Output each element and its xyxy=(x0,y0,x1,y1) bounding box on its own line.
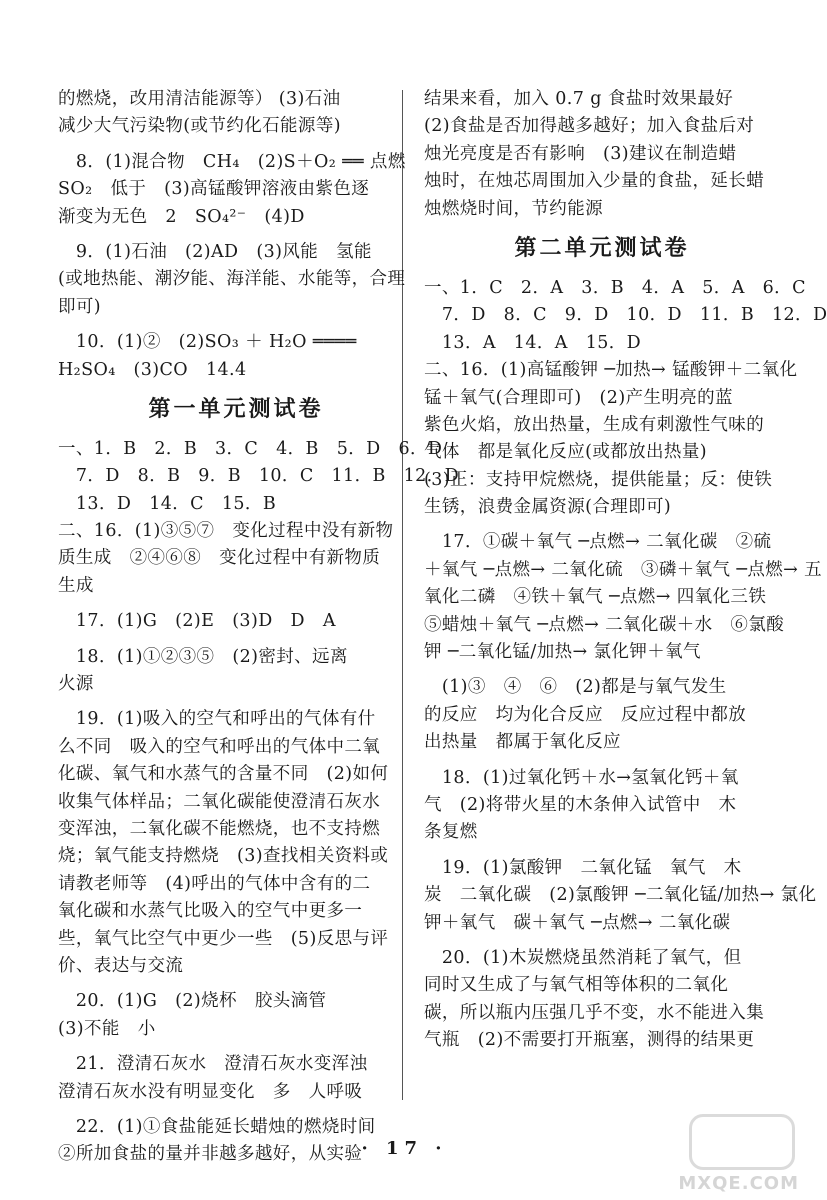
text-line: 13．A 14．A 15．D xyxy=(424,332,642,353)
text-line: 化碳、氧气和水蒸气的含量不同 (2)如何 xyxy=(58,764,389,785)
text-line: 气体 都是氧化反应(或都放出热量) xyxy=(424,442,707,463)
text-line: 17．①碳＋氧气 ─点燃→ 二氧化碳 ②硫 xyxy=(424,532,772,553)
text-line: 19．(1)氯酸钾 二氧化锰 氧气 木 xyxy=(424,857,742,878)
text-line: 一、1．B 2．B 3．C 4．B 5．D 6．D xyxy=(58,438,443,459)
text-line: 火源 xyxy=(58,674,94,695)
text-line: 的反应 均为化合反应 反应过程中都放 xyxy=(424,704,747,725)
text-line: SO₂ 低于 (3)高锰酸钾溶液由紫色逐 xyxy=(58,179,370,200)
text-line: (或地热能、潮汐能、海洋能、水能等，合理 xyxy=(58,269,406,290)
text-line: 气 (2)将带火星的木条伸入试管中 木 xyxy=(424,794,737,815)
watermark-text: MXQE.COM xyxy=(678,1173,799,1194)
text-line: 出热量 都属于氧化反应 xyxy=(424,732,621,753)
text-line: 9．(1)石油 (2)AD (3)风能 氢能 xyxy=(58,241,372,262)
section-heading-unit2: 第二单元测试卷 xyxy=(514,235,690,261)
watermark-logo xyxy=(678,1114,799,1194)
text-line: 7．D 8．C 9．D 10．D 11．B 12．D xyxy=(424,305,827,326)
text-line: (1)③ ④ ⑥ (2)都是与氧气发生 xyxy=(424,677,727,698)
text-line: 些，氧气比空气中更少一些 (5)反思与评 xyxy=(58,928,389,949)
text-line: 的燃烧，改用清洁能源等） (3)石油 xyxy=(58,89,341,109)
text-line: 钾 ─二氧化锰/加热→ 氯化钾＋氧气 xyxy=(424,642,701,663)
text-line: 一、1．C 2．A 3．B 4．A 5．A 6．C xyxy=(424,277,806,298)
text-line: 请教老师等 (4)呼出的气体中含有的二 xyxy=(58,873,371,894)
text-line: 二、16．(1)③⑤⑦ 变化过程中没有新物 xyxy=(58,521,394,542)
text-line: 烛时，在烛芯周围加入少量的食盐，延长蜡 xyxy=(424,171,765,192)
text-line: 20．(1)木炭燃烧虽然消耗了氧气，但 xyxy=(424,947,742,968)
text-line: 7．D 8．B 9．B 10．C 11．B 12．D xyxy=(58,466,460,487)
text-line: 18．(1)①②③⑤ (2)密封、远离 xyxy=(58,646,348,667)
text-line: 紫色火焰，放出热量，生成有刺激性气味的 xyxy=(424,414,765,435)
text-line: 条复燃 xyxy=(424,822,478,843)
text-line: (3)不能 小 xyxy=(58,1018,156,1039)
text-line: 二、16．(1)高锰酸钾 ─加热→ 锰酸钾＋二氧化 xyxy=(424,360,798,381)
text-line: (2)食盐是否加得越多越好；加入食盐后对 xyxy=(424,116,755,137)
text-line: 气瓶 (2)不需要打开瓶塞，测得的结果更 xyxy=(424,1030,755,1051)
text-line: 即可) xyxy=(58,296,102,317)
watermark-mark-icon xyxy=(689,1114,795,1170)
section-heading-unit1: 第一单元测试卷 xyxy=(148,396,324,422)
text-line: 渐变为无色 2 SO₄²⁻ (4)D xyxy=(58,206,305,227)
text-line: 烧；氧气能支持燃烧 (3)查找相关资料或 xyxy=(58,846,389,867)
text-line: 澄清石灰水没有明显变化 多 人呼吸 xyxy=(58,1081,363,1102)
text-line: 生成 xyxy=(58,575,94,596)
text-line: 锰＋氧气(合理即可) (2)产生明亮的蓝 xyxy=(424,387,733,408)
text-line: 价、表达与交流 xyxy=(58,955,184,976)
text-line: 氧化二磷 ④铁＋氧气 ─点燃→ 四氧化三铁 xyxy=(424,587,767,608)
text-line: H₂SO₄ (3)CO 14.4 xyxy=(58,359,247,380)
text-line: 结果来看，加入 0.7 g 食盐时效果最好 xyxy=(424,89,734,109)
text-line: 质生成 ②④⑥⑧ 变化过程中有新物质 xyxy=(58,548,381,569)
text-line: 么不同 吸入的空气和呼出的气体中二氧 xyxy=(58,736,381,757)
right-column xyxy=(424,86,827,1055)
text-line: 19．(1)吸入的空气和呼出的气体有什 xyxy=(58,709,376,730)
text-line: 20．(1)G (2)烧杯 胶头滴管 xyxy=(58,991,327,1012)
text-line: 18．(1)过氧化钙＋水→氢氧化钙＋氧 xyxy=(424,767,739,788)
text-line: 炭 二氧化碳 (2)氯酸钾 ─二氧化锰/加热→ 氯化 xyxy=(424,885,817,906)
text-line: 钾＋氧气 碳＋氧气 ─点燃→ 二氧化碳 xyxy=(424,912,731,933)
text-line: 收集气体样品；二氧化碳能使澄清石灰水 xyxy=(58,791,381,812)
text-line: 碳，所以瓶内压强几乎不变，水不能进入集 xyxy=(424,1002,765,1023)
text-line: 8．(1)混合物 CH₄ (2)S＋O₂ ══ 点燃 xyxy=(58,151,406,172)
text-line: 同时又生成了与氧气相等体积的二氧化 xyxy=(424,975,729,996)
text-line: 减少大气污染物(或节约化石能源等) xyxy=(58,116,341,137)
text-line: 22．(1)①食盐能延长蜡烛的燃烧时间 xyxy=(58,1116,376,1137)
text-line: 10．(1)② (2)SO₃ ＋ H₂O ════ xyxy=(58,332,357,353)
text-line: ⑤蜡烛＋氧气 ─点燃→ 二氧化碳＋水 ⑥氯酸 xyxy=(424,614,785,635)
text-line: 烛光亮度是否有影响 (3)建议在制造蜡 xyxy=(424,143,737,164)
text-line: 生锈，浪费金属资源(合理即可) xyxy=(424,497,672,518)
text-line: 氧化碳和水蒸气比吸入的空气中更多一 xyxy=(58,901,363,922)
text-line: 13．D 14．C 15．B xyxy=(58,493,277,514)
text-line: 变浑浊，二氧化碳不能燃烧，也不支持燃 xyxy=(58,818,381,839)
text-line: (3)正：支持甲烷燃烧，提供能量；反：使铁 xyxy=(424,469,773,490)
text-line: 21．澄清石灰水 澄清石灰水变浑浊 xyxy=(58,1054,368,1075)
text-line: 烛燃烧时间，节约能源 xyxy=(424,198,603,219)
text-line: 17．(1)G (2)E (3)D D A xyxy=(58,611,336,632)
text-line: ＋氧气 ─点燃→ 二氧化硫 ③磷＋氧气 ─点燃→ 五 xyxy=(424,559,823,580)
text-line: ②所加食盐的量并非越多越好，从实验 xyxy=(58,1144,363,1165)
page-number: · 17 · xyxy=(361,1138,448,1159)
